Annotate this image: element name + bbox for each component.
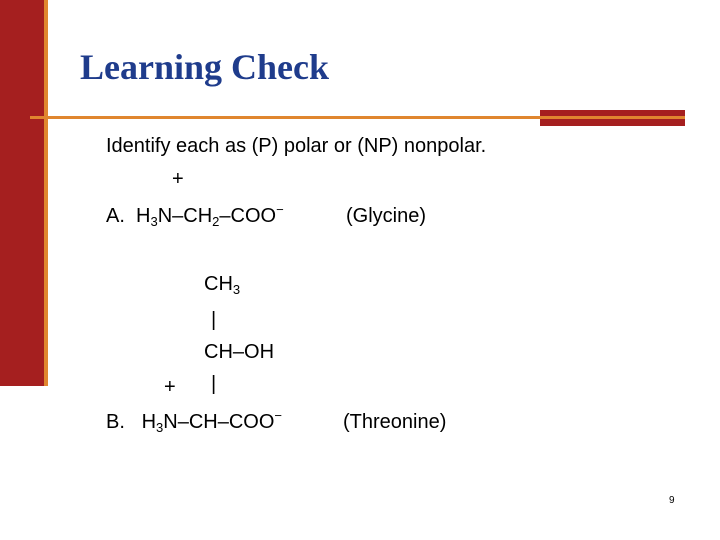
instruction-text: Identify each as (P) polar or (NP) nonpolar. [106, 135, 487, 157]
item-a-formula [106, 204, 284, 228]
item-a-coo: –COO [219, 205, 277, 227]
item-a-charge: + [172, 168, 184, 190]
item-b-charge: + [164, 376, 176, 398]
item-a-ch-sub: 2 [212, 214, 220, 229]
item-b-h-sub: 3 [156, 420, 164, 435]
item-a-n-ch: N–CH [157, 205, 213, 227]
title-rule-block-line [540, 116, 685, 119]
item-a-coo-sup: − [276, 202, 284, 217]
item-b-bond-bottom: | [211, 373, 217, 395]
item-b-ch-oh: CH–OH [204, 341, 275, 363]
item-b-ch3-text: CH [204, 273, 233, 295]
item-b-letter: B. [106, 411, 125, 433]
item-b-bond-top: | [211, 309, 217, 331]
side-accent-stripe [44, 0, 48, 386]
item-b-name: (Threonine) [343, 411, 447, 433]
item-b-h: H [141, 411, 157, 433]
item-b-ch3-sub: 3 [232, 282, 241, 297]
item-a-name: (Glycine) [346, 205, 427, 227]
item-b-ch3 [204, 272, 240, 296]
item-b-formula [106, 410, 282, 434]
item-a-letter: A. [106, 205, 125, 227]
slide-title: Learning Check [80, 47, 330, 87]
item-b-coo-sup: − [274, 408, 282, 423]
item-a-h: H [136, 205, 151, 227]
page-number: 9 [669, 495, 675, 506]
item-b-rest: N–CH–COO [163, 411, 275, 433]
item-a-h-sub: 3 [150, 214, 158, 229]
side-accent-bar [0, 0, 48, 386]
